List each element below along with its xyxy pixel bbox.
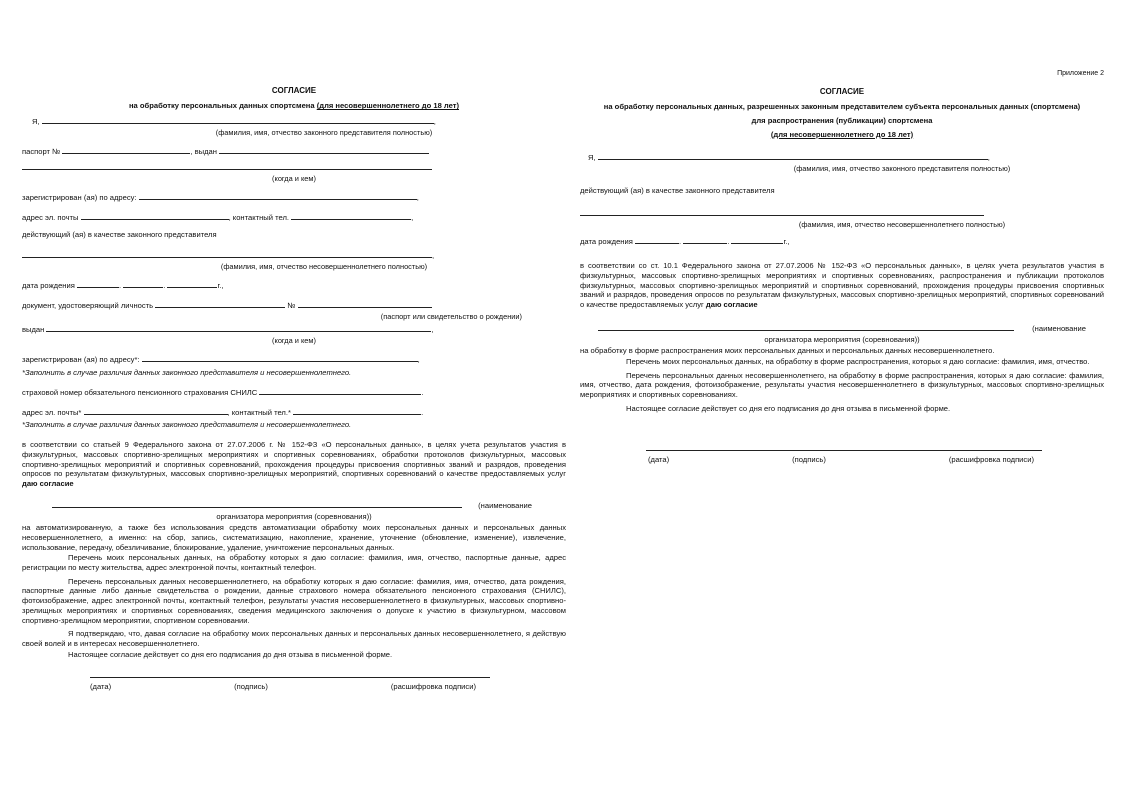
registered-label: зарегистрирован (ая) по адресу:	[22, 193, 137, 203]
right-paragraph-2: на обработку в форме распространения моих персональных данных и персональных данных несовершеннолетнего.	[580, 346, 995, 356]
right-guardian-caption: (фамилия, имя, отчество законного представителя полностью)	[793, 164, 1011, 174]
right-signature-captions	[648, 455, 1034, 465]
issued2-label: выдан	[22, 325, 45, 335]
right-org-row	[580, 322, 1104, 334]
passport-number-field[interactable]	[62, 145, 190, 154]
right-birth-suffix: г.,	[783, 237, 790, 247]
document-type-field[interactable]	[155, 299, 285, 308]
right-guardian-row: Я, ,	[580, 151, 1104, 163]
left-org-caption: организатора мероприятия (соревнования))	[216, 512, 372, 522]
phone-field[interactable]	[291, 211, 411, 220]
right-org-field[interactable]	[598, 322, 1014, 331]
left-paragraph-1	[22, 440, 566, 489]
consent-form-right	[580, 70, 1104, 464]
left-sig-name: (расшифровка подписи)	[390, 682, 476, 692]
birth-suffix: г.,	[217, 281, 224, 291]
phone2-field[interactable]	[293, 406, 421, 415]
right-birth-day-field[interactable]	[635, 235, 679, 244]
consent-form-left	[22, 86, 566, 692]
right-subtitle-2: для распространения (публикации) спортсмена	[751, 115, 933, 125]
birth-day-field[interactable]	[77, 279, 119, 288]
right-i-label: Я,	[588, 153, 596, 163]
birth-year-field[interactable]	[167, 279, 217, 288]
left-paragraph-4: Перечень персональных данных несовершеннолетнего, на обработку которых я даю согласие: фамилия, имя, отчество, дата рождения, паспортные данные либо данные свидетельства о рождении, данные страхового номера обязательного пенсионного страхования (СНИЛС), фотоизображение, адрес электронной почты, контактный телефон, результаты участия несовершеннолетнего в физкультурных, массовых спортивно-зрелищных мероприятиях и спортивных соревнованиях, сведения медицинского заключения о допуске к участию в физкультурном, массовом спортивно-зрелищном мероприятии, спортивном соревновании.	[22, 576, 566, 625]
right-subtitle-3: (для несовершеннолетнего до 18 лет)	[770, 129, 914, 139]
guardian-name-caption: (фамилия, имя, отчество законного представителя полностью)	[215, 127, 433, 137]
contacts2-row: адрес эл. почты* , контактный тел.* .	[22, 407, 424, 417]
right-paragraph-1-text: в соответствии со ст. 10.1 Федерального закона от 27.07.2006 № 152-ФЗ «О персональных данных», в целях учета результатов участия в физкультурных, массовых спортивно-зрелищных мероприятиях и спортивных соревнованиях, распространения и публикации протоколов физкультурных, массовых спортивно-зрелищных мероприятий и спортивных соревнований, прохождения процедуры присвоения спортивных званий и разрядов, проведения опросов по результатам физкультурных, массовых спортивно-зрелищных мероприятий, спортивных соревнований о качестве предоставляемых услуг	[580, 261, 1104, 310]
left-paragraph-1-text: в соответствии со статьей 9 Федерального закона от 27.07.2006 г. № 152-ФЗ «О персональных данных», в целях учета результатов участия в физкультурных, массовых спортивно-зрелищных мероприятиях и спортивных соревнованиях, обработки протоколов физкультурных, массовых спортивно-зрелищных мероприятий и спортивных соревнований, прохождения процедуры присвоения спортивных званий и разрядов, проведения опросов по результатам физкультурных, массовых спортивно-зрелищных мероприятий, спортивных соревнований о качестве предоставляемых услуг	[22, 440, 566, 479]
right-minor-name-field[interactable]	[580, 207, 984, 216]
passport-issued-field-2[interactable]	[22, 161, 432, 170]
registered2-row: зарегистрирован (ая) по адресу*: ,	[22, 355, 420, 365]
left-signature-captions	[90, 682, 476, 692]
left-subtitle-underlined: (для несовершеннолетнего до 18 лет)	[316, 101, 460, 111]
right-paragraph-4: Перечень персональных данных несовершеннолетнего, на обработку в форме распространения, которых я даю согласие: фамилия, имя, отчество, дата рождения, фотоизображение, результаты участия несовершеннолетнего в физкультурных, массовых спортивно-зрелищных мероприятиях и спортивных соревнованиях.	[580, 370, 1104, 400]
left-paragraph-3: Перечень моих персональных данных, на обработку которых я даю согласие: фамилия, имя, отчество, паспортные данные, адрес регистрации по месту жительства, адрес электронной почты, контактный телефон.	[22, 553, 566, 572]
right-minor-row	[580, 207, 1104, 219]
right-subtitle-1: на обработку персональных данных, разрешенных законным представителем субъекта персональных данных (спортсмена)	[603, 102, 1081, 112]
left-org-label: (наименование	[478, 500, 533, 510]
passport-issued-row2	[22, 161, 566, 173]
right-paragraph-3: Перечень моих персональных данных, на обработку в форме распространения, которых я даю согласие: фамилия, имя, отчество.	[626, 356, 1090, 366]
right-sig-date: (дата)	[648, 454, 670, 464]
right-minor-caption: (фамилия, имя, отчество несовершеннолетнего полностью)	[798, 219, 1006, 229]
right-signature-line[interactable]	[646, 442, 1042, 451]
document-number-field[interactable]	[298, 299, 432, 308]
right-sig-sign: (подпись)	[792, 454, 826, 464]
acting-row	[22, 230, 566, 240]
left-sig-date: (дата)	[90, 682, 112, 692]
left-signature-line[interactable]	[90, 669, 490, 678]
email-field[interactable]	[81, 211, 229, 220]
right-paragraph-5: Настоящее согласие действует со дня его подписания до дня отзыва в письменной форме.	[626, 403, 951, 413]
i-label: Я,	[32, 116, 40, 126]
registered2-label: зарегистрирован (ая) по адресу*:	[22, 355, 140, 365]
left-org-field[interactable]	[52, 499, 462, 508]
right-birth-row: дата рождения . . г.,	[580, 237, 790, 247]
right-birth-label: дата рождения	[580, 237, 633, 247]
email2-field[interactable]	[84, 406, 228, 415]
left-org-row	[22, 499, 566, 511]
document-label: документ, удостоверяющий личность	[22, 301, 154, 311]
snils-field[interactable]	[259, 386, 421, 395]
document-row	[22, 299, 566, 311]
minor-name-field[interactable]	[22, 249, 432, 258]
minor-name-row: ,	[22, 249, 566, 261]
left-paragraph-6: Настоящее согласие действует со дня его подписания до дня отзыва в письменной форме.	[68, 649, 393, 659]
registered2-field[interactable]	[142, 353, 418, 362]
document-issued-field[interactable]	[46, 323, 431, 332]
email2-label: адрес эл. почты*	[22, 407, 82, 417]
right-acting-label: действующий (ая) в качестве законного представителя	[580, 185, 775, 195]
note-1: *Заполнить в случае различия данных законного представителя и несовершеннолетнего.	[22, 368, 352, 378]
right-org-label: (наименование	[1032, 323, 1087, 333]
minor-name-caption: (фамилия, имя, отчество несовершеннолетнего полностью)	[220, 261, 428, 271]
issued-label: , выдан	[190, 147, 217, 157]
left-paragraph-2: на автоматизированную, а также без использования средств автоматизации обработку моих персональных данных и персональных данных несовершеннолетнего, а именно: на сбор, запись, систематизацию, накопление, хранение, уточнение (обновление, изменение), извлечение, использование, передачу, обезличивание, блокирование, удаление, уничтожение персональных данных.	[22, 523, 566, 552]
right-consent-bold: даю согласие	[705, 300, 758, 310]
right-guardian-name-field[interactable]	[598, 151, 988, 160]
right-org-caption: организатора мероприятия (соревнования))	[764, 335, 920, 345]
document-caption: (паспорт или свидетельство о рождении)	[380, 311, 522, 321]
annex-label: Приложение 2	[1057, 70, 1104, 77]
phone2-label: , контактный тел.*	[227, 407, 291, 417]
right-birth-month-field[interactable]	[683, 235, 727, 244]
contacts-row: адрес эл. почты , контактный тел. ,	[22, 212, 414, 222]
issued2-row: выдан ,	[22, 325, 434, 335]
when2-caption: (когда и кем)	[272, 336, 316, 346]
left-paragraph-5: Я подтверждаю, что, давая согласие на обработку моих персональных данных и персональных данных несовершеннолетнего, я действую своей волей и в интересах несовершеннолетнего.	[22, 629, 566, 649]
right-paragraph-1	[580, 261, 1104, 310]
left-subtitle	[22, 101, 566, 111]
birth-month-field[interactable]	[123, 279, 163, 288]
right-acting-row	[580, 186, 1104, 196]
guardian-name-row: Я, ,	[22, 115, 566, 127]
acting-label: действующий (ая) в качестве законного представителя	[22, 230, 217, 240]
left-sig-sign: (подпись)	[234, 682, 268, 692]
birth-row: дата рождения . . г.,	[22, 281, 224, 291]
passport-row	[22, 145, 566, 157]
right-title: СОГЛАСИЕ	[819, 86, 865, 96]
passport-label: паспорт №	[22, 147, 61, 157]
passport-issued-field[interactable]	[219, 145, 429, 154]
registered-field[interactable]	[139, 191, 417, 200]
birth-label: дата рождения	[22, 281, 75, 291]
document-number-label: №	[287, 301, 296, 311]
left-title: СОГЛАСИЕ	[271, 86, 317, 95]
left-subtitle-text: на обработку персональных данных спортсмена	[128, 101, 317, 111]
note-2: *Заполнить в случае различия данных законного представителя и несовершеннолетнего.	[22, 420, 352, 430]
email-label: адрес эл. почты	[22, 212, 79, 222]
guardian-name-field[interactable]	[42, 115, 434, 124]
phone-label: , контактный тел.	[228, 212, 290, 222]
snils-row: страховой номер обязательного пенсионного страхования СНИЛС .	[22, 387, 424, 397]
left-consent-bold: даю согласие	[22, 478, 74, 488]
registered-row: зарегистрирован (ая) по адресу: ,	[22, 193, 419, 203]
right-sig-name: (расшифровка подписи)	[948, 454, 1034, 464]
snils-label: страховой номер обязательного пенсионного страхования СНИЛС	[22, 387, 258, 397]
right-birth-year-field[interactable]	[731, 235, 783, 244]
when-caption: (когда и кем)	[272, 173, 316, 183]
